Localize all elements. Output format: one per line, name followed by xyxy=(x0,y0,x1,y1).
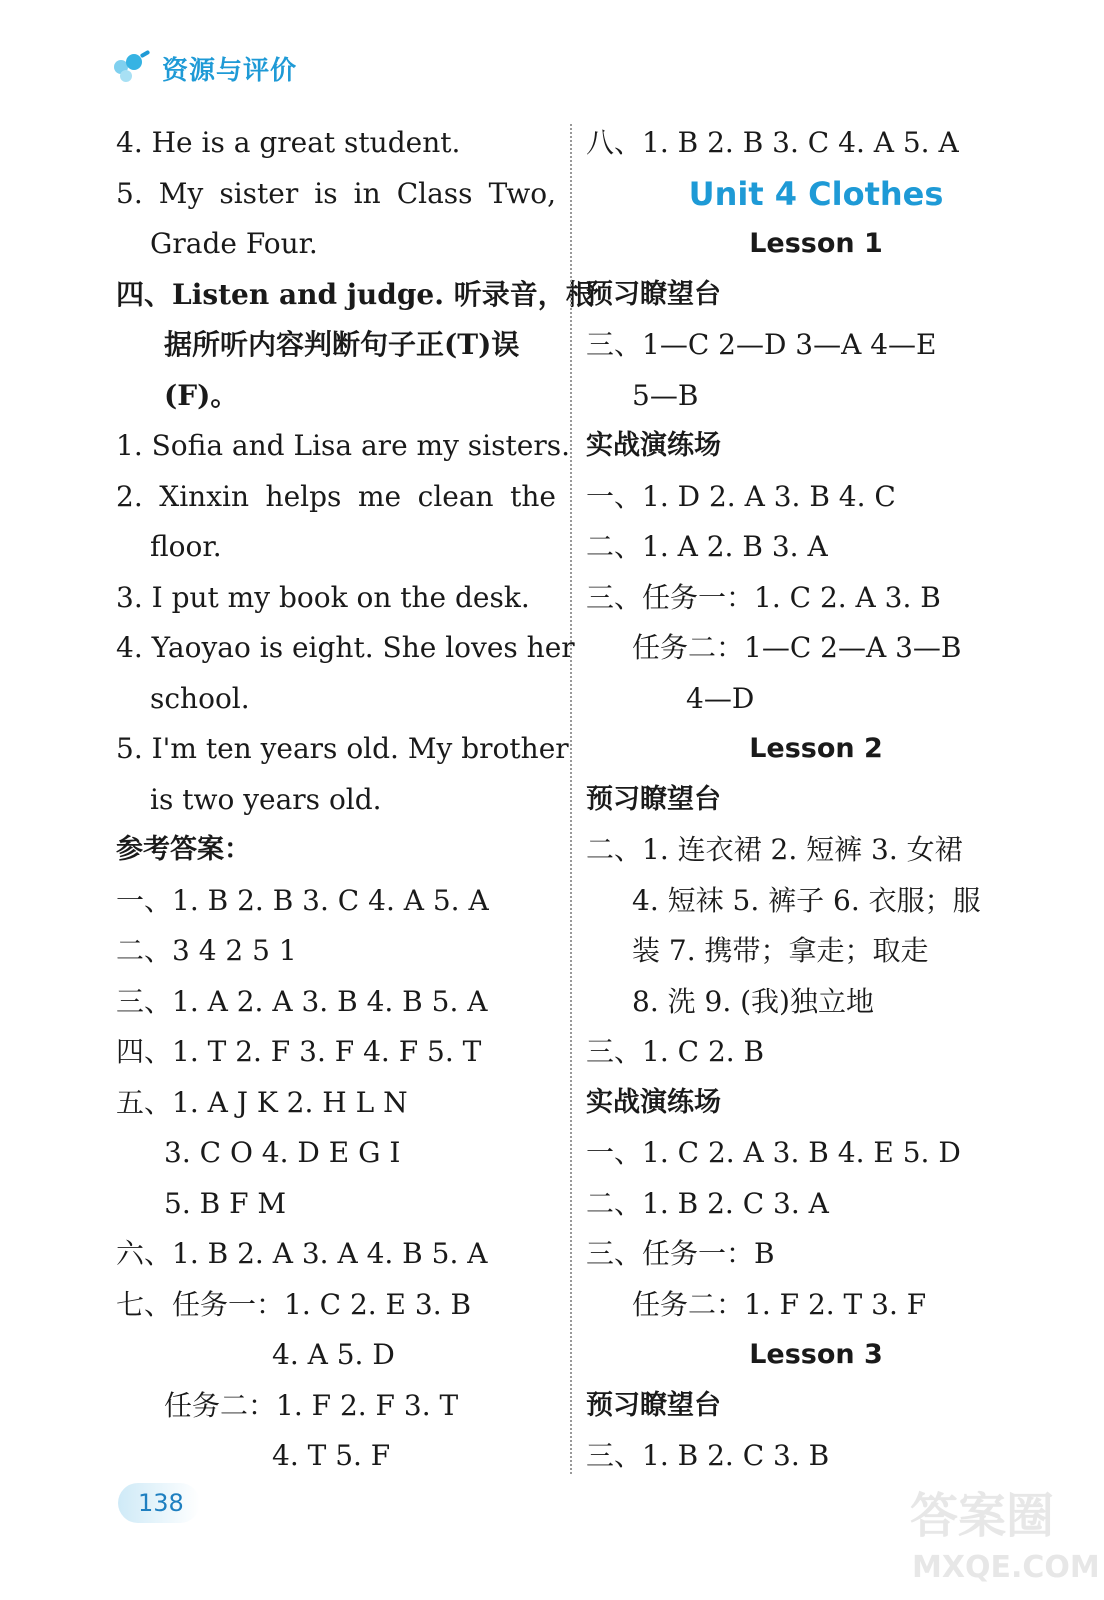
answer-line: 4. He is a great student. xyxy=(116,126,461,159)
section-heading: (F)。 xyxy=(164,378,239,412)
lesson-title: Lesson 2 xyxy=(749,733,883,764)
answer-line: 5. My sister is in Class Two, xyxy=(116,176,556,210)
answer-line: 4. 短袜 5. 裤子 6. 衣服；服 xyxy=(632,883,981,917)
answer-line: 8. 洗 9. (我)独立地 xyxy=(632,984,874,1018)
book-logo-icon xyxy=(112,50,156,86)
answer-line: 二、1. 连衣裙 2. 短裤 3. 女裙 xyxy=(586,833,963,866)
answer-line: 二、1. B 2. C 3. A xyxy=(586,1186,829,1220)
answer-line: 三、1. A 2. A 3. B 4. B 5. A xyxy=(116,984,488,1018)
answer-line: floor. xyxy=(150,530,222,563)
answer-line: 八、1. B 2. B 3. C 4. A 5. A xyxy=(586,126,959,159)
watermark-chars: 答案圈 xyxy=(910,1488,1055,1544)
left-column xyxy=(116,118,594,1482)
section-heading: 预习瞭望台 xyxy=(586,278,721,310)
answer-line: 4. Yaoyao is eight. She loves her xyxy=(116,631,575,664)
answer-line: 三、任务一：1. C 2. A 3. B xyxy=(586,580,941,614)
answer-key-heading: 参考答案： xyxy=(116,834,251,865)
answer-line: 三、1—C 2—D 3—A 4—E xyxy=(586,328,937,361)
lesson-title: Lesson 3 xyxy=(749,1339,883,1370)
answer-line: 五、1. A J K 2. H L N xyxy=(116,1085,408,1119)
section-heading: 预习瞭望台 xyxy=(586,783,721,815)
answer-line: 5. I'm ten years old. My brother xyxy=(116,732,569,765)
answer-line: 一、1. C 2. A 3. B 4. E 5. D xyxy=(586,1136,961,1169)
answer-line: 4. A 5. D xyxy=(272,1338,395,1371)
answer-line: 任务二：1. F 2. T 3. F xyxy=(632,1287,927,1321)
page-number: 138 xyxy=(118,1483,200,1523)
answer-line: 1. Sofia and Lisa are my sisters. xyxy=(116,429,570,462)
answer-line: 三、1. C 2. B xyxy=(586,1035,765,1068)
answer-line: 任务二：1. F 2. F 3. T xyxy=(164,1388,459,1422)
section-heading: 实战演练场 xyxy=(586,430,721,461)
answer-line: 任务二：1—C 2—A 3—B xyxy=(632,631,962,664)
unit-title: Unit 4 Clothes xyxy=(688,174,944,213)
section-heading: 四、Listen and judge. 听录音，根 xyxy=(116,277,594,311)
answer-line: 二、1. A 2. B 3. A xyxy=(586,530,828,563)
section-heading: 预习瞭望台 xyxy=(586,1389,721,1421)
answer-line: 七、任务一：1. C 2. E 3. B xyxy=(116,1287,472,1321)
answer-line: 一、1. D 2. A 3. B 4. C xyxy=(586,479,896,513)
answer-line: school. xyxy=(150,681,250,715)
answer-line: 装 7. 携带；拿走；取走 xyxy=(632,934,929,967)
watermark-logo xyxy=(900,1472,1100,1592)
right-column xyxy=(586,118,1046,1482)
book-title: 资源与评价 xyxy=(162,55,298,86)
answer-line: 一、1. B 2. B 3. C 4. A 5. A xyxy=(116,883,489,917)
answer-line: 2. Xinxin helps me clean the xyxy=(116,479,556,513)
section-heading: 据所听内容判断句子正(T)误 xyxy=(164,328,520,361)
answer-line: 四、1. T 2. F 3. F 4. F 5. T xyxy=(116,1035,482,1068)
answer-line: 三、任务一：B xyxy=(586,1237,775,1270)
lesson-title: Lesson 1 xyxy=(749,228,883,259)
watermark-domain: MXQE.COM xyxy=(912,1550,1100,1585)
answer-line: 5. B F M xyxy=(164,1186,287,1220)
section-heading: 实战演练场 xyxy=(586,1086,721,1118)
page-header xyxy=(112,48,297,88)
answer-line: 4. T 5. F xyxy=(272,1439,391,1472)
answer-line: 3. C O 4. D E G I xyxy=(164,1136,401,1169)
answer-line: 3. I put my book on the desk. xyxy=(116,580,530,614)
answer-line: 4—D xyxy=(686,681,755,715)
column-divider xyxy=(570,124,572,1474)
answer-line: 5—B xyxy=(632,378,699,412)
answer-line: 二、3 4 2 5 1 xyxy=(116,934,297,967)
answer-line: 六、1. B 2. A 3. A 4. B 5. A xyxy=(116,1237,488,1270)
answer-line: 三、1. B 2. C 3. B xyxy=(586,1439,830,1472)
answer-line: Grade Four. xyxy=(150,227,318,260)
answer-line: is two years old. xyxy=(150,782,382,816)
